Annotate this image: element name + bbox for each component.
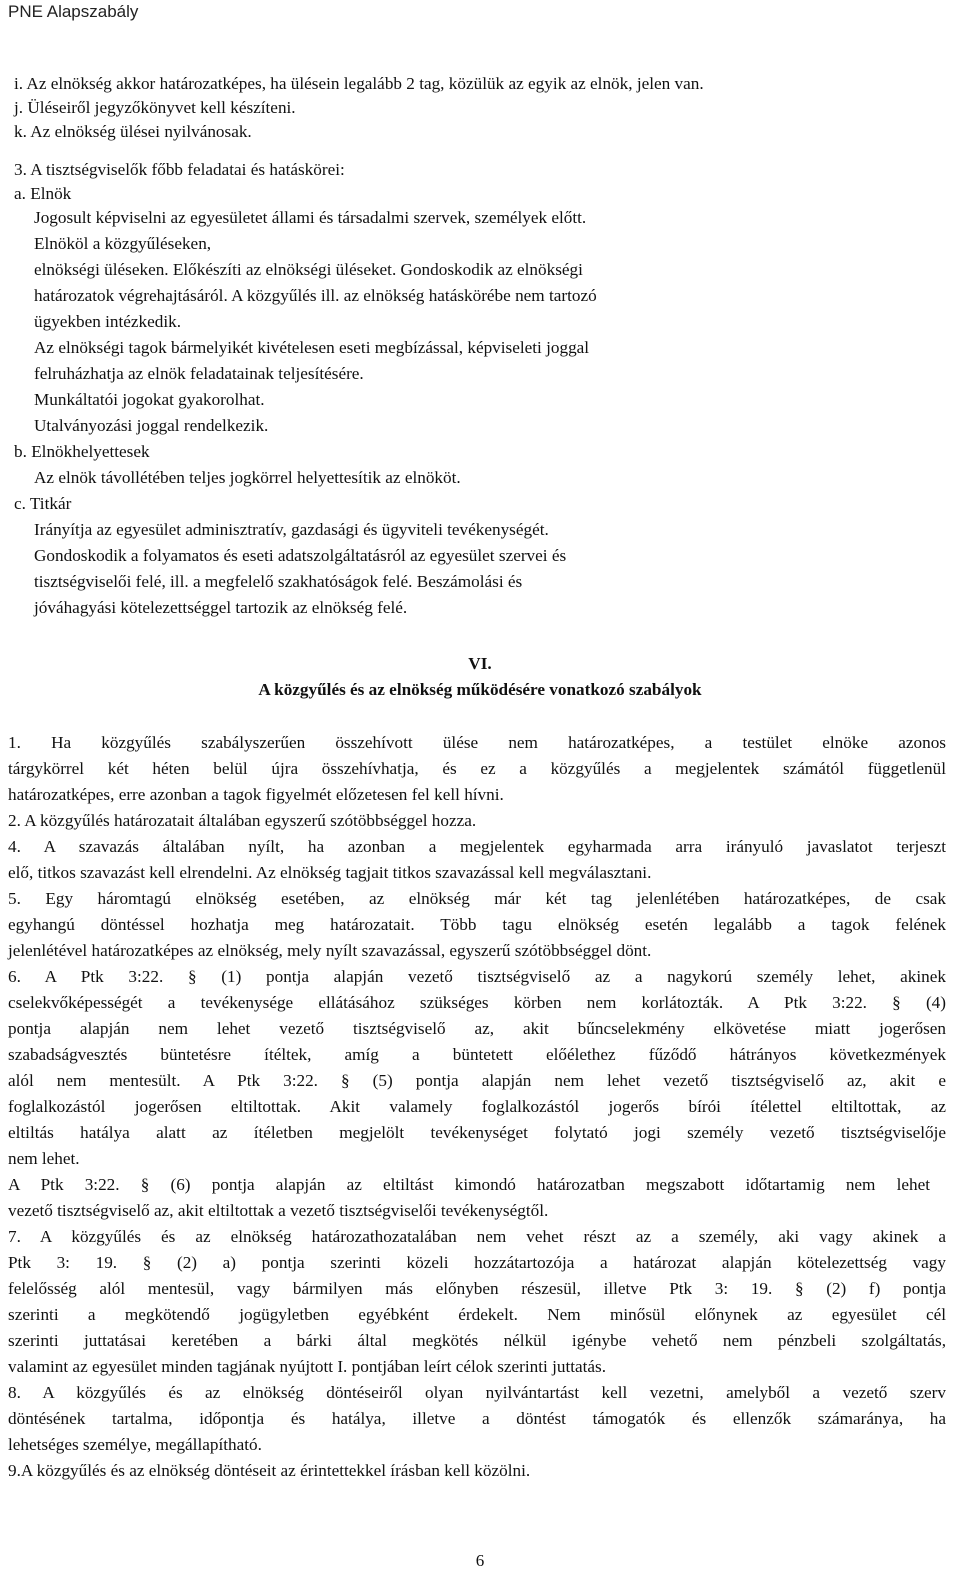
body-line: alól nem mentesült. A Ptk 3:22. § (5) pontja alapján nem lehet vezető tisztségviselő az, akit e [8, 1071, 946, 1090]
body-line: A Ptk 3:22. § (6) pontja alapján az eltiltást kimondó határozatban megszabott időtartamig nem lehet [8, 1175, 930, 1194]
paragraph-line: Az elnökségi tagok bármelyikét kivételesen eseti megbízással, képviseleti joggal [34, 338, 590, 357]
paragraph-line: Gondoskodik a folyamatos és eseti adatszolgáltatásról az egyesület szervei és [34, 546, 567, 565]
document-header-title: PNE Alapszabály [8, 2, 139, 21]
paragraph-line: határozatok végrehajtásáról. A közgyűlés ill. az elnökség hatáskörébe nem tartozó [34, 286, 597, 305]
body-line: határozatképes, erre azonban a tagok figyelmét előzetesen fel kell hívni. [8, 785, 504, 804]
item-i: i. Az elnökség akkor határozatképes, ha ülésein legalább 2 tag, közülük az egyik az elnök, jelen van. [14, 74, 704, 93]
item-k: k. Az elnökség ülései nyilvánosak. [14, 122, 252, 141]
body-line: egyhangú döntéssel hozhatja meg határozatait. Több tagu elnökség esetén legalább a tagok felének [8, 915, 946, 934]
body-line: vezető tisztségviselő az, akit eltiltottak a vezető tisztségviselői tevékenységtől. [8, 1201, 549, 1220]
body-line: jelenlétével határozatképes az elnökség, mely nyílt szavazással, egyszerű szótöbbséggel dönt. [8, 941, 652, 960]
paragraph-line: felruházhatja az elnök feladatainak teljesítésére. [34, 364, 364, 383]
body-line: felelősség alól mentesül, vagy bármilyen más előnyben részesül, illetve Ptk 3: 19. § (2) f) pontja [8, 1279, 946, 1298]
item-j: j. Üléseiről jegyzőkönyvet kell készíteni. [14, 98, 296, 117]
chapter-title: A közgyűlés és az elnökség működésére vonatkozó szabályok [258, 680, 702, 699]
body-line: tárgykörrel két héten belül újra összehívhatja, és ez a közgyűlés a megjelentek számától függetlenül [8, 759, 946, 778]
body-line: 6. A Ptk 3:22. § (1) pontja alapján vezető tisztségviselő az a nagykorú személy lehet, akinek [8, 967, 946, 986]
body-line: cselekvőképességét a tevékenysége ellátásához szükséges körben nem korlátozták. A Ptk 3:22. § (4) [8, 993, 946, 1012]
paragraph-line: ügyekben intézkedik. [34, 312, 182, 331]
body-line: 5. Egy háromtagú elnökség esetében, az elnökség már két tag jelenlétében határozatképes, de csak [8, 889, 946, 908]
officer-vice-heading: b. Elnökhelyettesek [14, 442, 150, 461]
paragraph-line: Jogosult képviselni az egyesületet állami és társadalmi szervek, személyek előtt. [34, 208, 587, 227]
body-line: elő, titkos szavazást kell elrendelni. Az elnökség tagjait titkos szavazással kell megválasztani. [8, 863, 652, 882]
body-line: 4. A szavazás általában nyílt, ha azonban a megjelentek egyharmada arra irányuló javaslatot terjeszt [8, 837, 946, 856]
officers-heading: 3. A tisztségviselők főbb feladatai és hatáskörei: [14, 160, 345, 179]
body-line: döntésének tartalma, időpontja és hatálya, illetve a döntést támogatók és ellenzők számaránya, ha [8, 1409, 946, 1428]
body-line: 1. Ha közgyűlés szabályszerűen összehívott ülése nem határozatképes, a testület elnöke azonos [8, 733, 946, 752]
body-line: eltiltás hatálya alatt az ítéletben megjelölt tevékenységet folytató jogi személy vezető tisztségviselője [8, 1123, 946, 1142]
body-line: 2. A közgyűlés határozatait általában egyszerű szótöbbséggel hozza. [8, 811, 477, 830]
body-line: lehetséges személye, megállapítható. [8, 1435, 262, 1454]
paragraph-line: Az elnök távollétében teljes jogkörrel helyettesítik az elnököt. [34, 468, 461, 487]
body-line: szabadságvesztés büntetésre ítéltek, amíg a büntetett előélethez fűződő hátrányos következmények [8, 1045, 946, 1064]
officer-secretary-heading: c. Titkár [14, 494, 72, 513]
body-line: pontja alapján nem lehet vezető tisztségviselő az, akit bűncselekmény elkövetése miatt jogerősen [8, 1019, 946, 1038]
body-line: valamint az egyesület minden tagjának nyújtott I. pontjában leírt célok szerinti juttatás. [8, 1357, 607, 1376]
body-line: szerinti a megkötendő jogügyletben egyébként érdekelt. Nem minősül előnynek az egyesület cél [8, 1305, 946, 1324]
body-line: 8. A közgyűlés és az elnökség döntéseiről olyan nyilvántartást kell vezetni, amelyből a vezető szerv [8, 1383, 946, 1402]
body-line: 7. A közgyűlés és az elnökség határozathozatalában nem vehet részt az a személy, aki vagy akinek a [8, 1227, 946, 1246]
paragraph-line: Utalványozási joggal rendelkezik. [34, 416, 269, 435]
body-line: Ptk 3: 19. § (2) a) pontja szerinti közeli hozzátartozója a határozat alapján kötelezettség vagy [8, 1253, 946, 1272]
paragraph-line: jóváhagyási kötelezettséggel tartozik az elnökség felé. [34, 598, 408, 617]
page-number: 6 [475, 1551, 485, 1570]
paragraph-line: Munkáltatói jogokat gyakorolhat. [34, 390, 265, 409]
body-line: foglalkozástól jogerősen eltiltottak. Akit valamely foglalkozástól jogerős bírói ítélettel eltiltottak, az [8, 1097, 946, 1116]
paragraph-line: Irányítja az egyesület adminisztratív, gazdasági és ügyviteli tevékenységét. [34, 520, 549, 539]
paragraph-line: elnökségi üléseken. Előkészíti az elnökségi üléseket. Gondoskodik az elnökségi [34, 260, 583, 279]
body-line: 9.A közgyűlés és az elnökség döntéseit az érintettekkel írásban kell közölni. [8, 1461, 531, 1480]
body-line: nem lehet. [8, 1149, 80, 1168]
chapter-number: VI. [468, 654, 492, 673]
paragraph-line: Elnököl a közgyűléseken, [34, 234, 212, 253]
officer-president-heading: a. Elnök [14, 184, 72, 203]
paragraph-line: tisztségviselői felé, ill. a megfelelő szakhatóságok felé. Beszámolási és [34, 572, 523, 591]
body-line: szerinti juttatásai keretében a bárki által megkötés nélkül igénybe vehető nem pénzbeli szolgáltatás, [8, 1331, 946, 1350]
